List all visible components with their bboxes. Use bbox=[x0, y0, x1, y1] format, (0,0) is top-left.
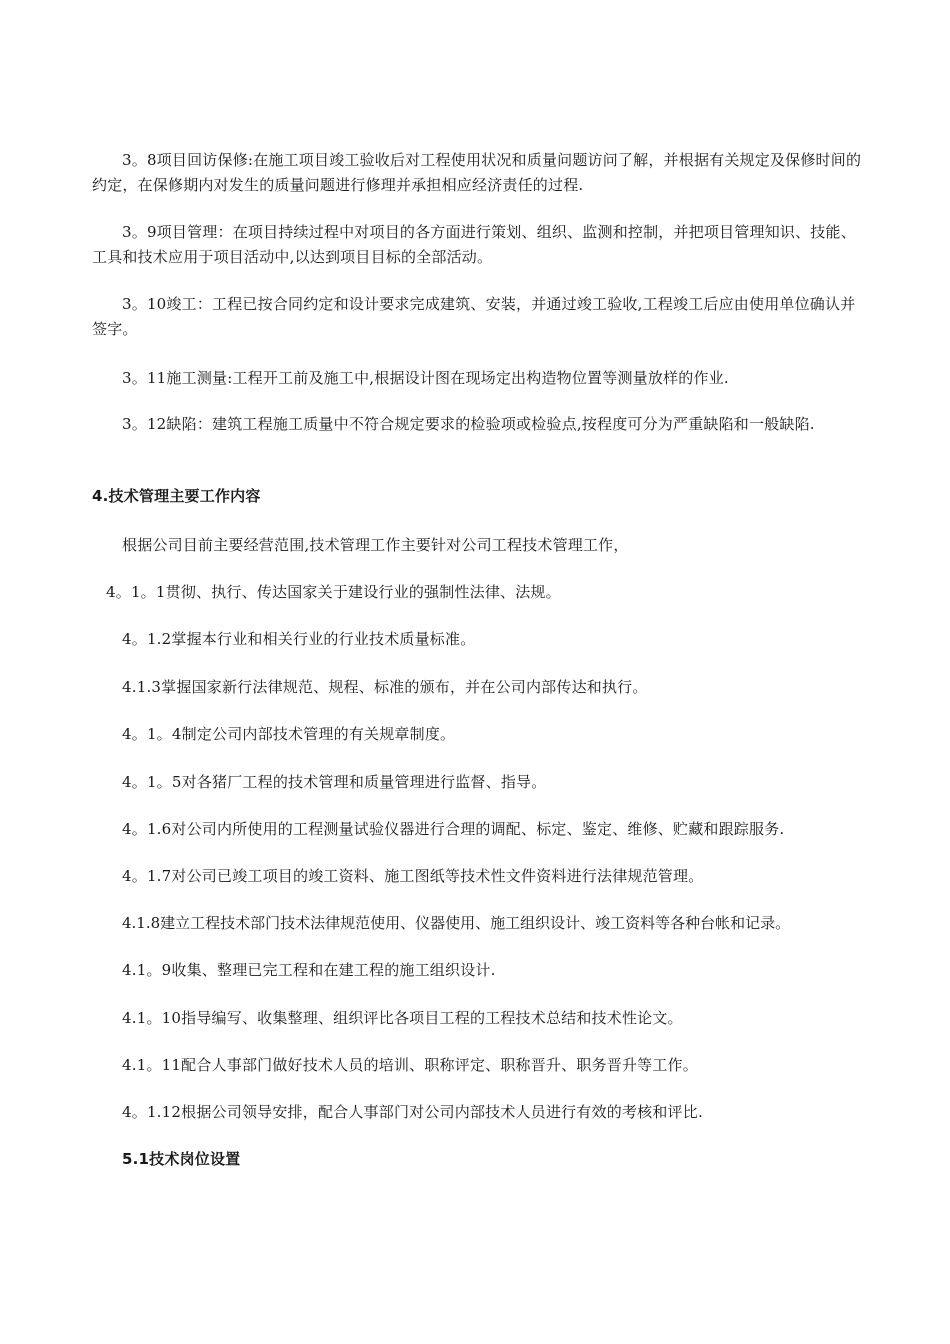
item-4-1-7: 4。1.7对公司已竣工项目的竣工资料、施工图纸等技术性文件资料进行法律规范管理。 bbox=[122, 867, 704, 885]
paragraph-3-10: 3。10竣工：工程已按合同约定和设计要求完成建筑、安装，并通过竣工验收,工程竣工后应由使用单位确认并签字。 bbox=[92, 295, 856, 338]
paragraph-3-12: 3。12缺陷：建筑工程施工质量中不符合规定要求的检验项或检验点,按程度可分为严重缺陷和一般缺陷. bbox=[122, 415, 815, 433]
item-4-1-12: 4。1.12根据公司领导安排，配合人事部门对公司内部技术人员进行有效的考核和评比. bbox=[122, 1103, 703, 1121]
section-heading-5-1: 5.1技术岗位设置 bbox=[122, 1150, 241, 1168]
item-4-1-9: 4.1。9收集、整理已完工程和在建工程的施工组织设计. bbox=[122, 961, 496, 979]
item-4-1-1: 4。1。1贯彻、执行、传达国家关于建设行业的强制性法律、法规。 bbox=[106, 583, 561, 601]
paragraph-4-intro: 根据公司目前主要经营范围,技术管理工作主要针对公司工程技术管理工作， bbox=[122, 536, 629, 554]
item-4-1-8: 4.1.8建立工程技术部门技术法律规范使用、仪器使用、施工组织设计、竣工资料等各种台帐和记录。 bbox=[122, 914, 791, 932]
item-4-1-6: 4。1.6对公司内所使用的工程测量试验仪器进行合理的调配、标定、鉴定、维修、贮藏和跟踪服务. bbox=[122, 820, 785, 838]
item-4-1-2: 4。1.2掌握本行业和相关行业的行业技术质量标准。 bbox=[122, 630, 476, 648]
paragraph-3-8: 3。8项目回访保修:在施工项目竣工验收后对工程使用状况和质量问题访问了解，并根据有关规定及保修时间的约定，在保修期内对发生的质量问题进行修理并承担相应经济责任的过程. bbox=[92, 151, 862, 194]
paragraph-3-11: 3。11施工测量:工程开工前及施工中,根据设计图在现场定出构造物位置等测量放样的作业. bbox=[122, 369, 729, 387]
section-heading-4: 4.技术管理主要工作内容 bbox=[92, 487, 261, 505]
item-4-1-10: 4.1。10指导编写、收集整理、组织评比各项目工程的工程技术总结和技术性论文。 bbox=[122, 1009, 683, 1027]
item-4-1-4: 4。1。4制定公司内部技术管理的有关规章制度。 bbox=[122, 725, 456, 743]
item-4-1-5: 4。1。5对各猪厂工程的技术管理和质量管理进行监督、指导。 bbox=[122, 773, 547, 791]
item-4-1-11: 4.1。11配合人事部门做好技术人员的培训、职称评定、职称晋升、职务晋升等工作。 bbox=[122, 1056, 698, 1074]
paragraph-3-9: 3。9项目管理：在项目持续过程中对项目的各方面进行策划、组织、监测和控制，并把项目管理知识、技能、工具和技术应用于项目活动中,以达到项目目标的全部活动。 bbox=[92, 223, 856, 266]
item-4-1-3: 4.1.3掌握国家新行法律规范、规程、标准的颁布，并在公司内部传达和执行。 bbox=[122, 678, 648, 696]
